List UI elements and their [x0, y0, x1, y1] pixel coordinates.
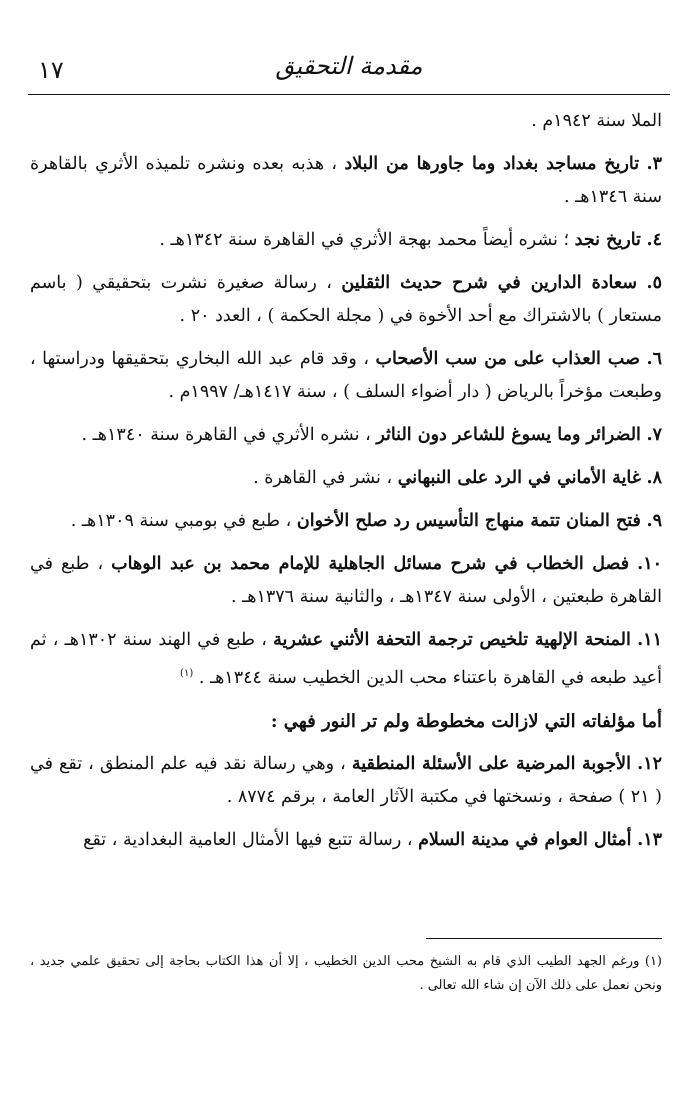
list-item	[30, 148, 662, 214]
item-title: الأجوبة المرضية على الأسئلة المنطقية	[351, 753, 631, 774]
running-title: مقدمة التحقيق	[275, 52, 423, 80]
item-title: فصل الخطاب في شرح مسائل الجاهلية للإمام محمد بن عبد الوهاب	[111, 554, 630, 574]
page-number: ١٧	[38, 56, 64, 84]
item-title: غاية الأماني في الرد على النبهاني	[397, 468, 641, 488]
footnote-rule	[426, 938, 662, 939]
list-item	[30, 462, 662, 495]
item-number: ٩.	[646, 511, 662, 531]
item-title: تاريخ مساجد بغداد وما جاورها من البلاد	[344, 154, 640, 174]
item-title: الضرائر وما يسوغ للشاعر دون الناثر	[376, 425, 641, 445]
list-item	[30, 548, 662, 614]
item-text: ، طبع في الهند سنة ١٣٠٢هـ ، ثم أعيد طبعه في القاهرة باعتناء محب الدين الخطيب سنة ١٣٤٤هـ .	[30, 630, 662, 688]
page-header	[28, 52, 670, 98]
item-number: ٦.	[646, 349, 662, 369]
item-number: ٨.	[646, 468, 662, 488]
item-text: ، طبع في القاهرة طبعتين ، الأولى سنة ١٣٤٧هـ ، والثانية سنة ١٣٧٦هـ .	[30, 554, 662, 607]
footnote-reference[interactable]: (١)	[180, 668, 194, 679]
list-item	[30, 824, 662, 857]
list-item	[30, 505, 662, 538]
footnote-text: (١) ورغم الجهد الطيب الذي قام به الشيخ محب الدين الخطيب ، إلا أن هذا الكتاب بحاجة إلى تحقيق علمي جديد ، ونحن نعمل على ذلك الآن إن شاء الله تعالى .	[30, 954, 662, 993]
item-title: فتح المنان تتمة منهاج التأسيس رد صلح الأخوان	[296, 511, 641, 531]
paragraph-continuation	[30, 105, 662, 138]
item-text: ، وهي رسالة نقد فيه علم المنطق ، تقع في ( ٢١ ) صفحة ، ونسختها في مكتبة الآثار العامة ، برقم ٨٧٧٤ .	[30, 753, 662, 807]
item-text: ؛ نشره أيضاً محمد بهجة الأثري في القاهرة سنة ١٣٤٢هـ .	[159, 230, 570, 250]
item-text: ، نشره الأثري في القاهرة سنة ١٣٤٠هـ .	[81, 425, 371, 445]
item-number: ١١.	[637, 630, 662, 650]
item-text: ، نشر في القاهرة .	[253, 468, 393, 488]
item-text: ، وقد قام عبد الله البخاري بتحقيقها ودراستها ، وطبعت مؤخراً بالرياض ( دار أضواء السلف ) ، سنة ١٤١٧هـ/ ١٩٩٧م .	[30, 349, 662, 402]
item-title: أمثال العوام في مدينة السلام	[418, 829, 632, 850]
list-item	[30, 419, 662, 452]
main-text	[30, 105, 662, 867]
paragraph-text: الملا سنة ١٩٤٢م .	[531, 111, 662, 131]
list-item	[30, 624, 662, 695]
item-title: تاريخ نجد	[574, 230, 641, 250]
item-text: ، رسالة صغيرة نشرت بتحقيقي ( باسم مستعار ) بالاشتراك مع أحد الأخوة في ( مجلة الحكمة ) ، العدد ٢٠ .	[30, 273, 662, 326]
list-item	[30, 267, 662, 333]
list-item	[30, 748, 662, 814]
item-number: ١٠.	[637, 554, 663, 574]
item-text: ، طبع في بومبي سنة ١٣٠٩هـ .	[70, 511, 292, 531]
item-number: ١٣.	[637, 829, 662, 850]
item-text: ، رسالة تتبع فيها الأمثال العامية البغدادية ، تقع	[83, 829, 413, 850]
item-title: صب العذاب على من سب الأصحاب	[375, 349, 640, 369]
header-rule	[28, 94, 670, 95]
item-title: سعادة الدارين في شرح حديث الثقلين	[341, 273, 637, 293]
item-number: ٧.	[646, 425, 662, 445]
footnotes	[30, 950, 662, 998]
list-item	[30, 343, 662, 409]
section-heading: أما مؤلفاته التي لازالت مخطوطة ولم تر النور فهي :	[270, 710, 662, 732]
item-number: ٣.	[646, 154, 662, 174]
item-number: ١٢.	[637, 753, 662, 774]
item-number: ٤.	[646, 230, 662, 250]
item-text: ، هذبه بعده ونشره تلميذه الأثري بالقاهرة سنة ١٣٤٦هـ .	[30, 154, 662, 207]
list-item	[30, 224, 662, 257]
item-number: ٥.	[646, 273, 662, 293]
item-title: المنحة الإلهية تلخيص ترجمة التحفة الأثني عشرية	[273, 630, 631, 650]
